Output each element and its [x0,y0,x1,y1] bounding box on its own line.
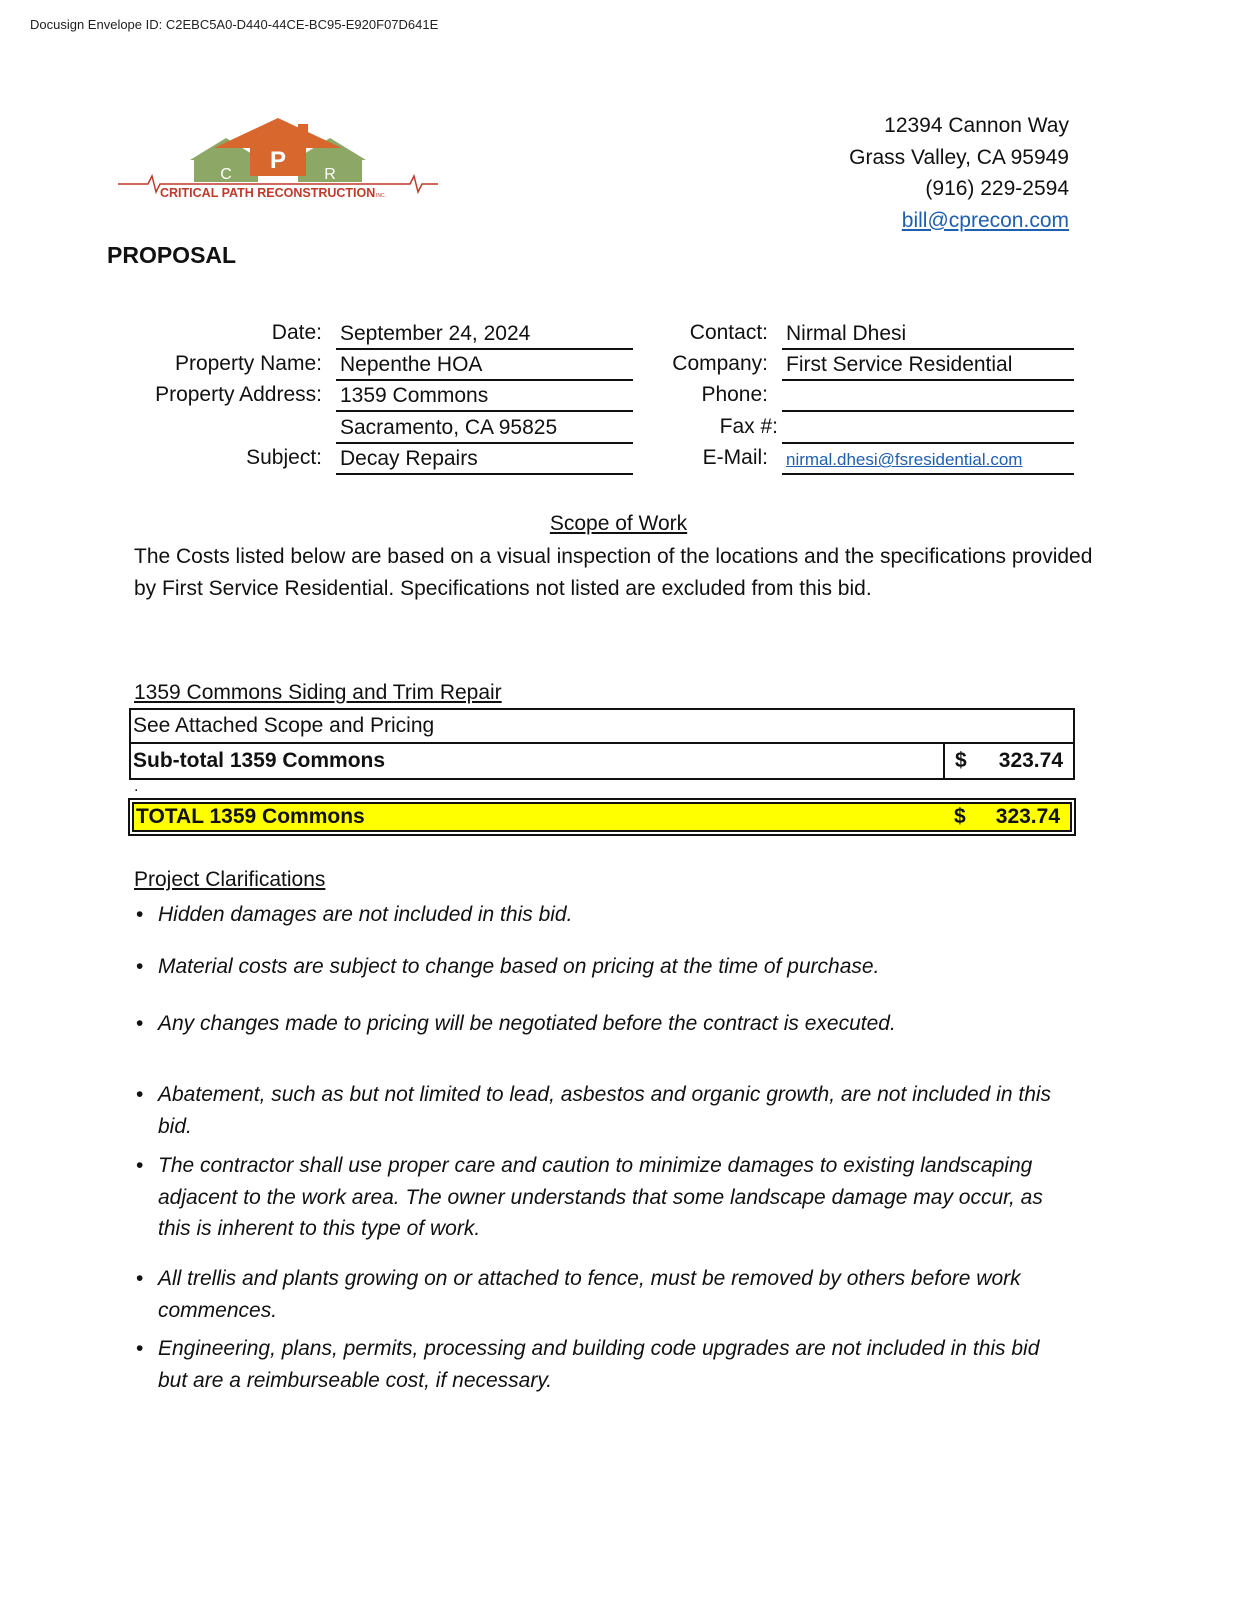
field-value-fax [782,414,1074,444]
pricing-table [129,708,1075,780]
field-value-contact: Nirmal Dhesi [782,320,1074,350]
separator-dot: . [134,778,139,795]
logo-letter-c: C [220,166,232,183]
field-label-date: Date: [271,321,322,344]
field-label-email: E-Mail: [702,446,768,469]
section-title: 1359 Commons Siding and Trim Repair [134,681,502,704]
docusign-envelope-id: Docusign Envelope ID: C2EBC5A0-D440-44CE-BC95-E920F07D641E [30,17,439,32]
clarification-item [136,1263,1066,1326]
bullet-marker: • [136,1154,144,1177]
logo-company-name: CRITICAL PATH RECONSTRUCTION [160,186,376,200]
pricing-row-scope [131,710,1073,742]
clarification-item [136,1150,1066,1245]
clarification-text: All trellis and plants growing on or attached to fence, must be removed by others before work commences. [158,1267,1021,1322]
subtotal-amount: 323.74 [998,749,1063,772]
field-label-subject: Subject: [246,446,322,469]
address-phone: (916) 229-2594 [925,177,1069,200]
total-row [132,802,1072,832]
contact-email-link[interactable]: nirmal.dhesi@fsresidential.com [786,450,1023,469]
field-value-email [782,445,1074,475]
field-value-property-name: Nepenthe HOA [336,351,633,381]
bullet-marker: • [136,955,144,978]
subtotal-label: Sub-total 1359 Commons [133,749,386,772]
clarification-item [136,951,1066,983]
clarification-text: Engineering, plans, permits, processing and building code upgrades are not included in this bid but are a reimburseable cost, if necessary. [158,1337,1040,1392]
logo-letter-r: R [324,166,336,183]
company-address [849,110,1069,236]
address-street: 12394 Cannon Way [884,114,1069,137]
field-value-property-address: 1359 Commons [336,382,633,412]
total-currency: $ [954,805,966,828]
subtotal-amount-cell [943,744,1073,778]
total-box [128,798,1076,836]
field-label-phone: Phone: [701,383,768,406]
clarifications-title: Project Clarifications [134,868,326,891]
company-logo [118,118,438,210]
pricing-row-subtotal [131,742,1073,778]
clarification-text: The contractor shall use proper care and caution to minimize damages to existing landscaping adjacent to the work area. The owner understands that some landscape damage may occur, as this is inherent to this type of work. [158,1154,1043,1240]
field-label-property-name: Property Name: [174,352,322,375]
document-title: PROPOSAL [107,242,237,268]
bullet-marker: • [136,903,144,926]
bullet-marker: • [136,1012,144,1035]
field-value-property-city: Sacramento, CA 95825 [336,414,633,444]
scope-heading-text: Scope of Work [549,512,688,535]
clarification-text: Material costs are subject to change based on pricing at the time of purchase. [158,955,880,978]
field-value-subject: Decay Repairs [336,445,633,475]
address-city: Grass Valley, CA 95949 [849,145,1069,169]
clarification-item [136,1008,1066,1040]
field-value-date: September 24, 2024 [336,320,633,350]
field-value-company: First Service Residential [782,351,1074,381]
bullet-marker: • [136,1337,144,1360]
total-label: TOTAL 1359 Commons [136,805,365,828]
logo-suffix: INC. [376,193,386,199]
field-label-fax: Fax #: [719,415,778,438]
bullet-marker: • [136,1083,144,1106]
pricing-row-scope-label: See Attached Scope and Pricing [133,714,435,737]
clarification-text: Abatement, such as but not limited to lead, asbestos and organic growth, are not included in this bid. [158,1083,1052,1138]
clarification-item [136,1079,1066,1142]
company-email-link[interactable]: bill@cprecon.com [901,208,1069,232]
clarification-item [136,1333,1066,1396]
total-amount: 323.74 [995,805,1060,828]
logo-letter-p: P [269,147,287,174]
scope-text: The Costs listed below are based on a visual inspection of the locations and the specifications provided by First Service Residential. Specifications not listed are excluded from this bid. [134,545,1093,600]
field-label-company: Company: [672,352,768,375]
field-label-property-address: Property Address: [155,383,322,406]
total-amount-cell [944,805,1070,829]
field-label-contact: Contact: [689,321,768,344]
clarification-text: Hidden damages are not included in this bid. [158,903,573,926]
bullet-marker: • [136,1267,144,1290]
clarification-text: Any changes made to pricing will be negotiated before the contract is executed. [158,1012,896,1035]
clarification-item [136,899,1066,931]
field-value-phone [782,382,1074,412]
subtotal-currency: $ [955,749,967,772]
scope-heading [0,512,1237,536]
